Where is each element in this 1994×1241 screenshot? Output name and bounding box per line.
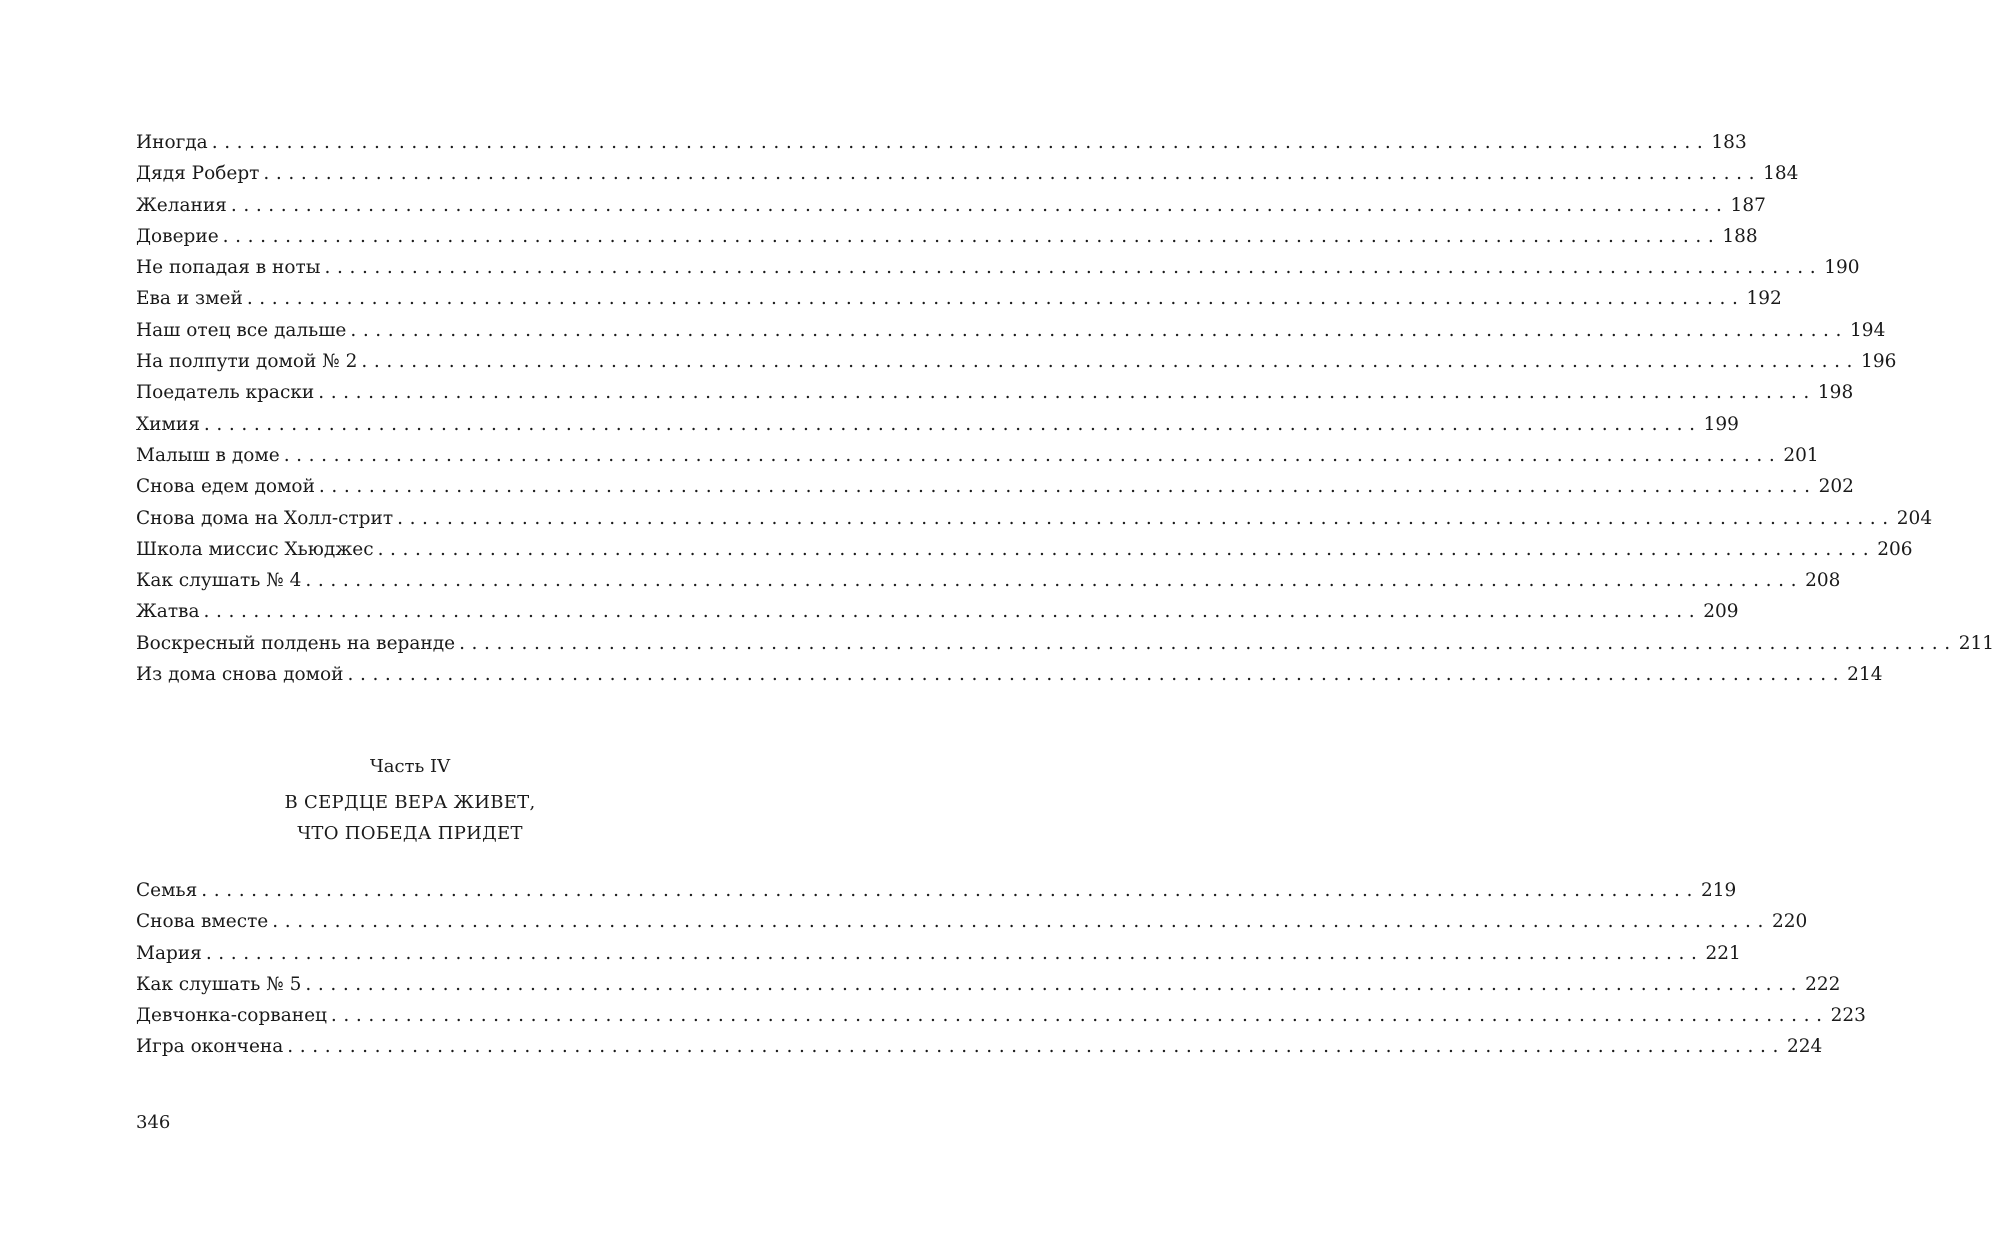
dot-leader: ........................................................................................................................ (205, 942, 1704, 964)
toc-entry-title: Дядя Роберт (136, 163, 260, 185)
toc-entry-page: 190 (1824, 257, 1860, 279)
toc-entry (136, 507, 1933, 538)
toc-entry (136, 632, 1994, 663)
toc-entry (136, 225, 1758, 256)
toc-entry (136, 569, 1841, 600)
toc-entry-page: 202 (1818, 476, 1854, 498)
dot-leader: ........................................................................................................................ (283, 444, 1782, 466)
toc-entry-page: 219 (1700, 880, 1737, 901)
toc-entry (136, 663, 1883, 694)
toc-entry-title: Семья (136, 880, 198, 901)
toc-entry (136, 413, 1739, 444)
dot-leader: ........................................................................................................................ (305, 973, 1804, 995)
toc-entry-page: 221 (1705, 942, 1741, 964)
toc-entry-title: Как слушать № 4 (136, 570, 302, 592)
dot-leader: ........................................................................................................................ (350, 319, 1849, 341)
toc-entry-title: Иногда (136, 132, 208, 153)
toc-entry (136, 287, 1782, 318)
toc-list (136, 879, 1866, 1067)
toc-entry-page: 187 (1730, 194, 1766, 216)
toc-entry (136, 162, 1799, 193)
toc-entry-page: 206 (1877, 538, 1913, 560)
toc-entry-title: Игра окончена (136, 1036, 284, 1058)
toc-entry (136, 973, 1841, 1004)
dot-leader: ........................................................................................................................ (211, 132, 1710, 153)
dot-leader: ........................................................................................................................ (324, 257, 1823, 279)
toc-entry (136, 381, 1854, 412)
toc-entry-title: Из дома снова домой (136, 664, 344, 686)
dot-leader: ........................................................................................................................ (377, 538, 1876, 560)
toc-entry-page: 183 (1711, 132, 1747, 153)
part-title (0, 787, 820, 849)
toc-entry-title: Поедатель краски (136, 382, 315, 404)
part-label: Часть IV (369, 756, 451, 777)
toc-entry-title: Снова дома на Холл-стрит (136, 507, 394, 529)
toc-entry (136, 942, 1741, 973)
dot-leader: ........................................................................................................................ (203, 413, 1702, 435)
toc-entry-page: 209 (1703, 601, 1739, 623)
toc-entry (136, 444, 1819, 475)
toc-entry (136, 475, 1854, 506)
toc-entry (136, 910, 1808, 941)
toc-entry-page: 222 (1805, 973, 1841, 995)
toc-entry-page: 196 (1861, 351, 1897, 373)
toc-entry-page: 204 (1896, 507, 1933, 529)
toc-entry (136, 131, 1747, 162)
dot-leader: ........................................................................................................................ (203, 601, 1702, 623)
toc-entry-title: Желания (136, 194, 227, 216)
toc-list (136, 131, 1994, 694)
toc-entry (136, 538, 1913, 569)
toc-entry-title: Химия (136, 413, 200, 435)
toc-entry (136, 1004, 1866, 1035)
toc-entry-title: Наш отец все дальше (136, 319, 347, 341)
dot-leader: ........................................................................................................................ (272, 911, 1770, 933)
dot-leader: ........................................................................................................................ (230, 194, 1729, 216)
dot-leader: ........................................................................................................................ (397, 507, 1895, 529)
toc-entry (136, 350, 1897, 381)
toc-entry-title: Мария (136, 942, 202, 964)
toc-entry-title: Малыш в доме (136, 444, 280, 466)
toc-entry-page: 192 (1746, 288, 1782, 310)
dot-leader: ........................................................................................................................ (347, 664, 1846, 686)
toc-entry (136, 600, 1739, 631)
toc-entry-page: 214 (1847, 664, 1883, 686)
dot-leader: ........................................................................................................................ (318, 476, 1817, 498)
toc-entry (136, 256, 1860, 287)
toc-entry-page: 224 (1786, 1036, 1823, 1058)
toc-entry-title: Снова вместе (136, 911, 269, 933)
toc-entry-title: Как слушать № 5 (136, 973, 302, 995)
dot-leader: ........................................................................................................................ (222, 225, 1721, 247)
toc-entry-title: Ева и змей (136, 288, 243, 310)
dot-leader: ........................................................................................................................ (246, 288, 1745, 310)
dot-leader: ........................................................................................................................ (305, 570, 1804, 592)
part-title-line: ЧТО ПОБЕДА ПРИДЕТ (297, 823, 523, 844)
toc-entry (136, 879, 1737, 910)
toc-entry (136, 319, 1886, 350)
toc-entry-page: 223 (1830, 1005, 1866, 1027)
toc-entry-title: Воскресный полдень на веранде (136, 632, 456, 654)
toc-entry-title: Доверие (136, 225, 219, 247)
toc-entry-page: 198 (1817, 382, 1854, 404)
dot-leader: ........................................................................................................................ (318, 382, 1816, 404)
toc-entry-title: Снова едем домой (136, 476, 315, 498)
toc-entry-page: 211 (1958, 632, 1994, 654)
dot-leader: ........................................................................................................................ (263, 163, 1762, 185)
part-title-line: В СЕРДЦЕ ВЕРА ЖИВЕТ, (284, 792, 536, 813)
page-number: 346 (136, 1112, 171, 1133)
toc-entry-page: 194 (1850, 319, 1886, 341)
dot-leader: ........................................................................................................................ (361, 351, 1860, 373)
toc-entry-title: На полпути домой № 2 (136, 351, 358, 373)
toc-entry-title: Девчонка-сорванец (136, 1005, 327, 1027)
toc-entry-title: Школа миссис Хьюджес (136, 538, 374, 560)
dot-leader: ........................................................................................................................ (330, 1005, 1829, 1027)
toc-entry-page: 188 (1722, 225, 1758, 247)
toc-entry-page: 220 (1771, 911, 1808, 933)
toc-entry-page: 208 (1805, 570, 1841, 592)
toc-entry-title: Жатва (136, 601, 200, 623)
toc-entry-page: 184 (1763, 163, 1799, 185)
toc-entry-page: 201 (1783, 444, 1819, 466)
dot-leader: ........................................................................................................................ (201, 880, 1699, 901)
dot-leader: ........................................................................................................................ (287, 1036, 1785, 1058)
toc-entry-page: 199 (1703, 413, 1739, 435)
dot-leader: ........................................................................................................................ (459, 632, 1957, 654)
toc-entry-title: Не попадая в ноты (136, 257, 321, 279)
toc-entry (136, 1035, 1823, 1066)
toc-entry (136, 194, 1766, 225)
